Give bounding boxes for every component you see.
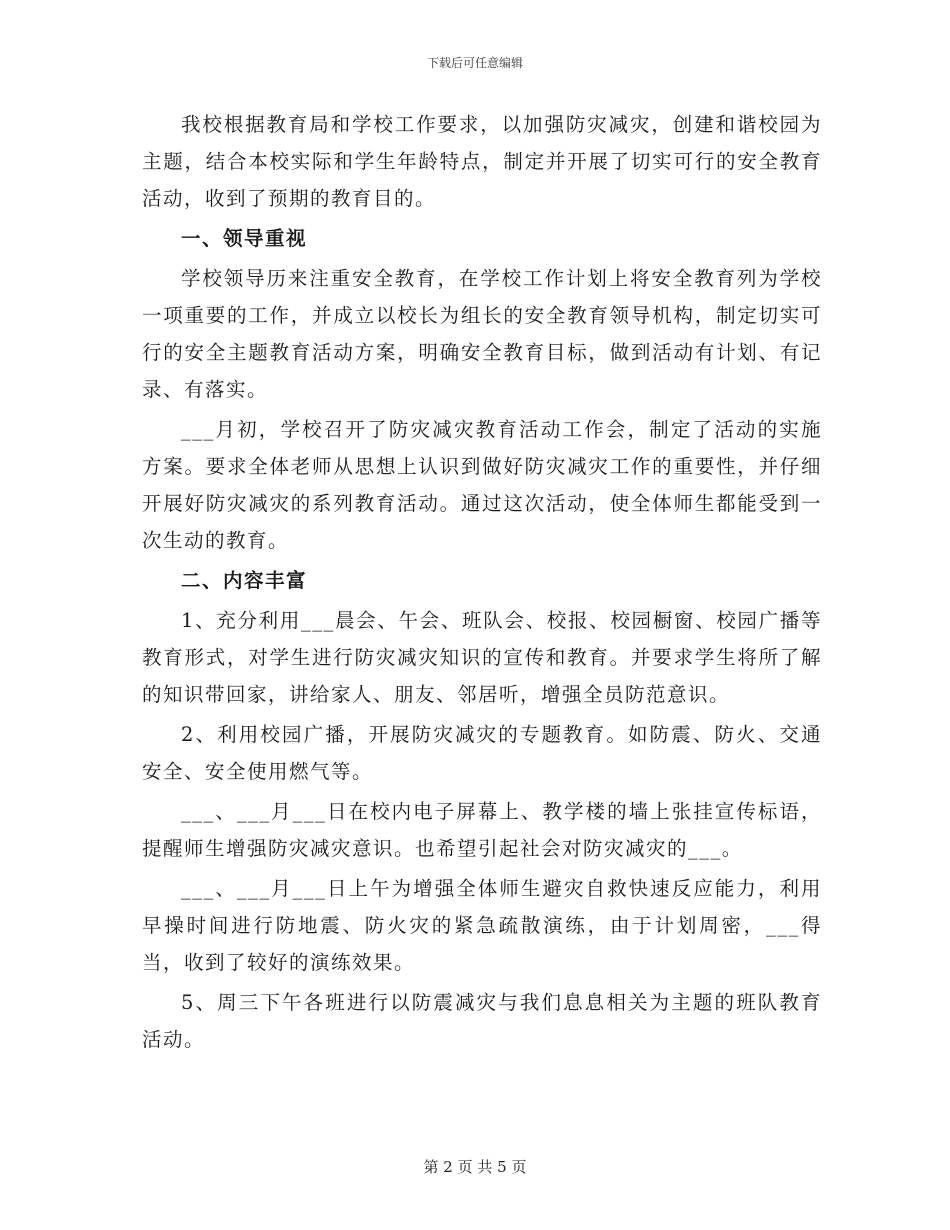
- paragraph-intro: 我校根据教育局和学校工作要求，以加强防灾减灾，创建和谐校园为主题，结合本校实际和学生年龄特点，制定并开展了切实可行的安全教育活动，收到了预期的教育目的。: [142, 113, 822, 210]
- section-heading-leadership: 一、领导重视: [181, 227, 308, 250]
- paragraph-item-2: 2、利用校园广播，开展防灾减灾的专题教育。如防震、防火、交通安全、安全使用燃气等。: [142, 723, 822, 783]
- document-body: [142, 106, 822, 1058]
- page-header: 下载后可任意编辑: [426, 56, 523, 70]
- paragraph-item-1: 1、充分利用___晨会、午会、班队会、校报、校园橱窗、校园广播等教育形式，对学生进行防灾减灾知识的宣传和教育。并要求学生将所了解的知识带回家，讲给家人、朋友、邻居听，增强全员防范意识。: [142, 609, 822, 706]
- paragraph-leadership: 学校领导历来注重安全教育，在学校工作计划上将安全教育列为学校一项重要的工作，并成立以校长为组长的安全教育领导机构，制定切实可行的安全主题教育活动方案，明确安全教育目标，做到活动有计划、有记录、有落实。: [142, 267, 822, 401]
- paragraph-item-5: 5、周三下午各班进行以防震减灾与我们息息相关为主题的班队教育活动。: [142, 991, 822, 1051]
- section-heading-content: 二、内容丰富: [181, 569, 308, 592]
- paragraph-meeting: ___月初，学校召开了防灾减灾教育活动工作会，制定了活动的实施方案。要求全体老师从思想上认识到做好防灾减灾工作的重要性，并仔细开展好防灾减灾的系列教育活动。通过这次活动，使全体师生都能受到一次生动的教育。: [142, 418, 822, 552]
- paragraph-item-4: ___、___月___日上午为增强全体师生避灾自救快速反应能力，利用早操时间进行防地震、防火灾的紧急疏散演练，由于计划周密，___得当，收到了较好的演练效果。: [142, 877, 822, 974]
- page-footer: 第 2 页 共 5 页: [423, 1158, 527, 1176]
- paragraph-item-3: ___、___月___日在校内电子屏幕上、教学楼的墙上张挂宣传标语，提醒师生增强防灾减灾意识。也希望引起社会对防灾减灾的___。: [142, 800, 822, 860]
